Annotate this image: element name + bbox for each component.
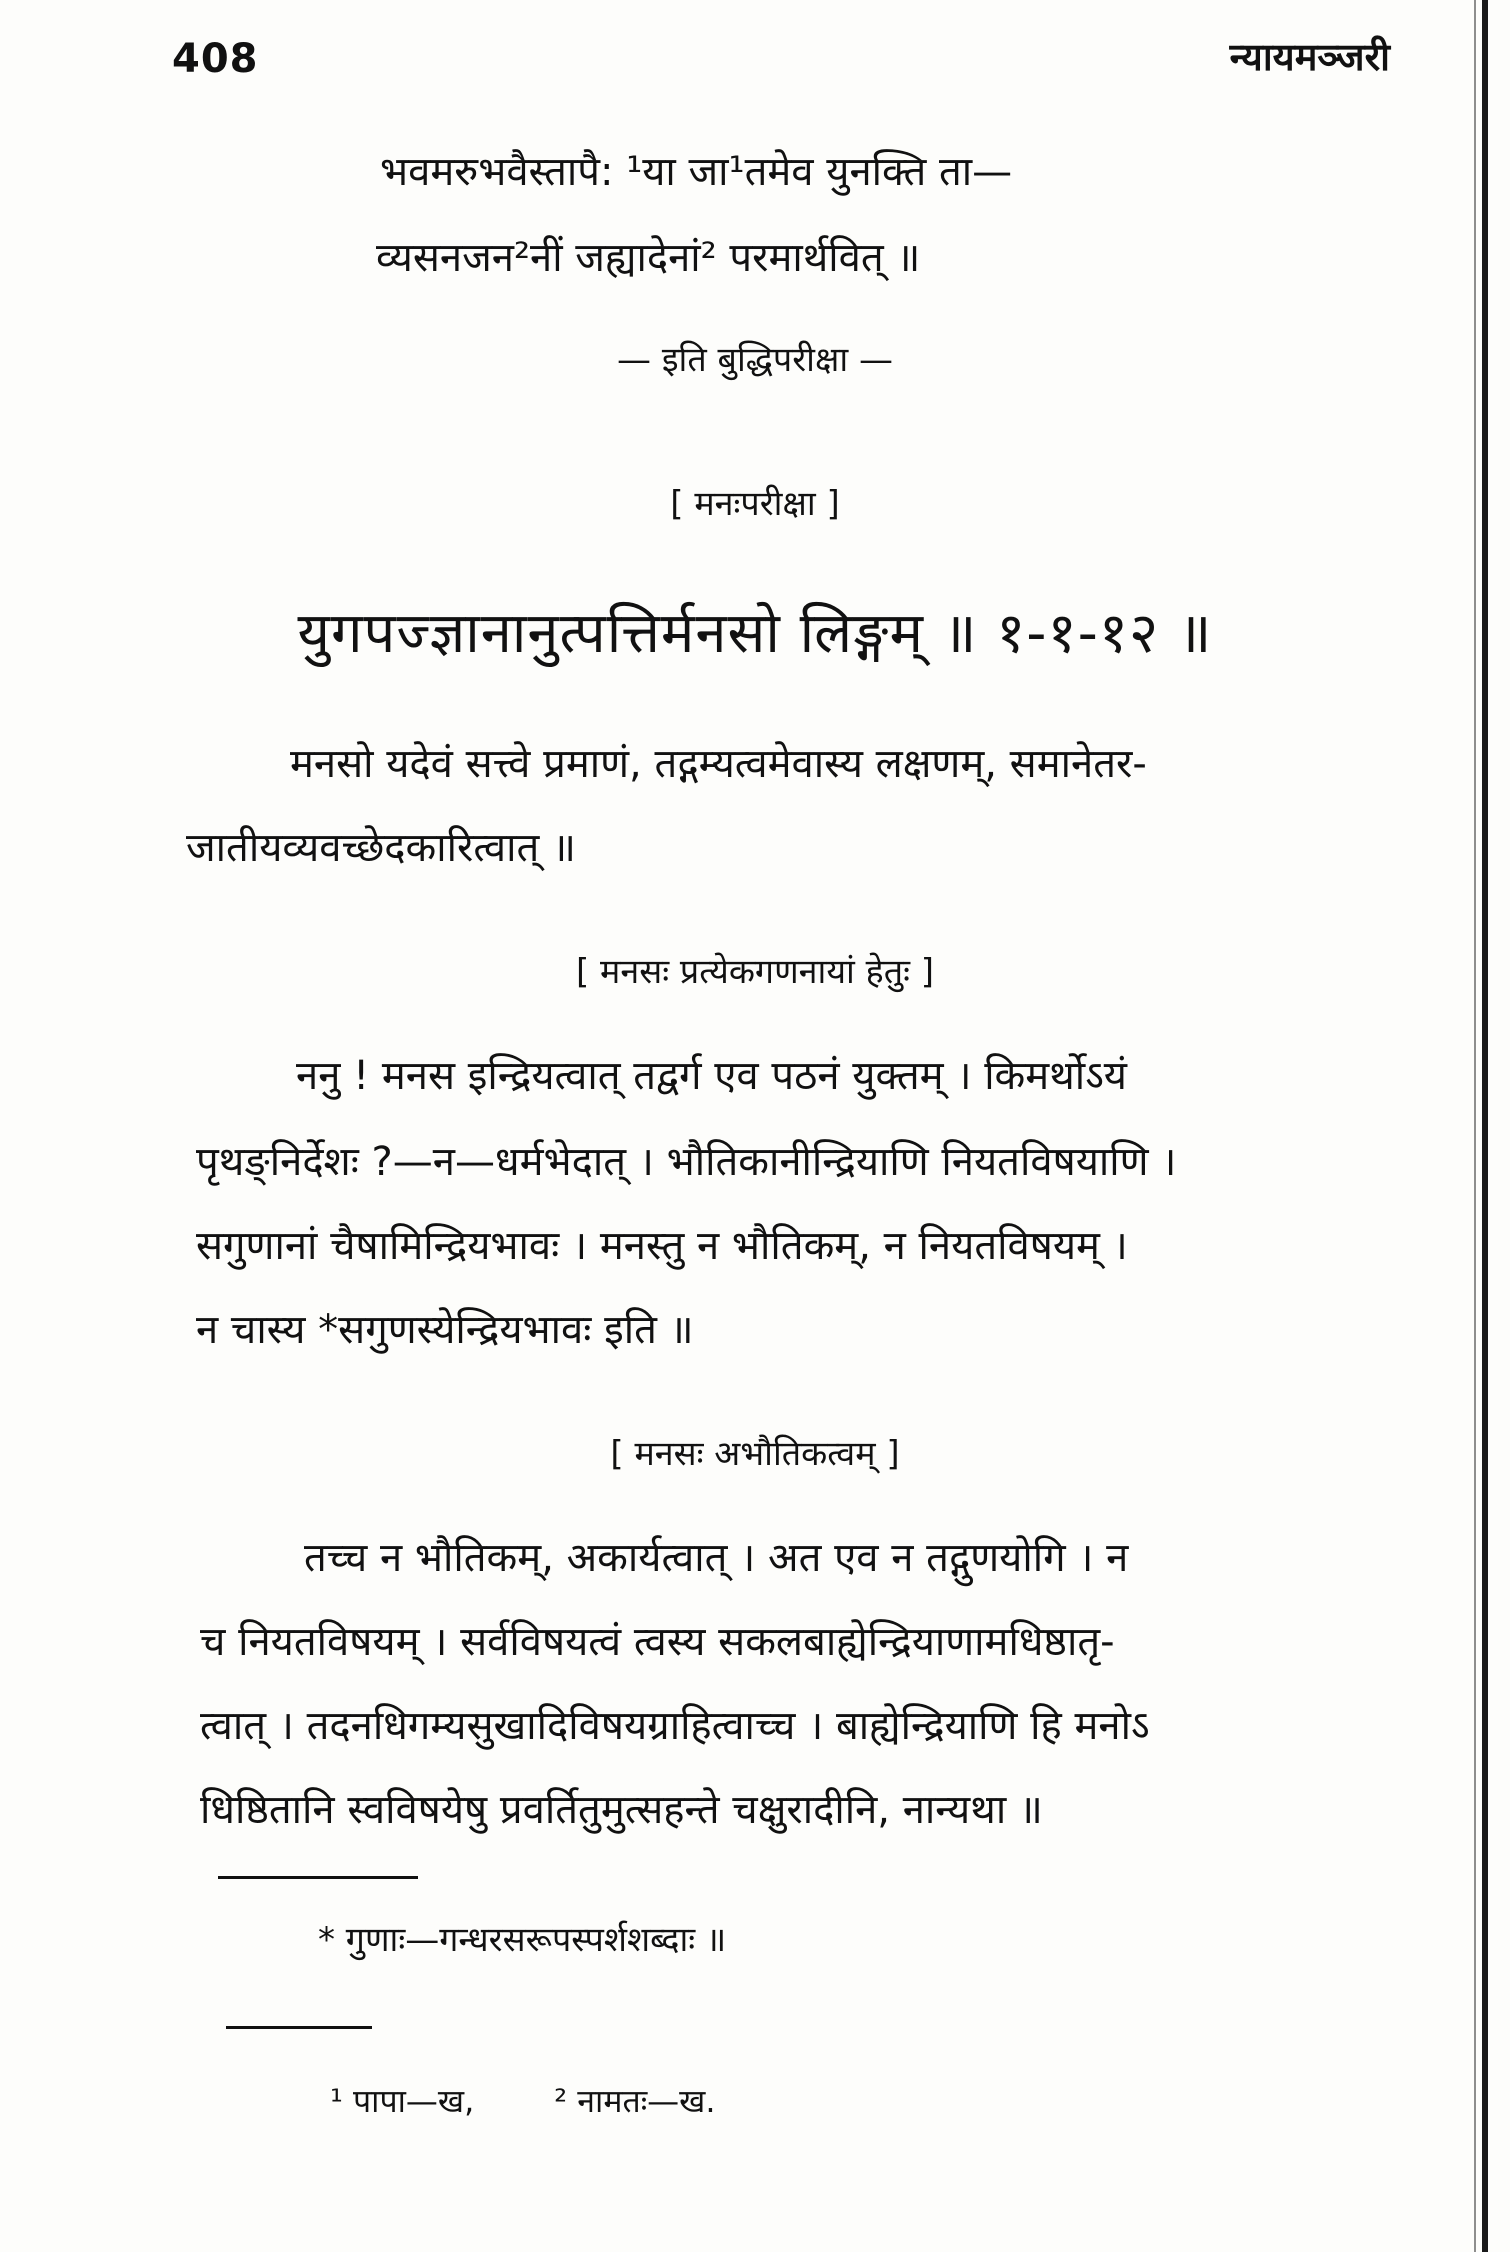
para3-line-2: च नियतविषयम् । सर्वविषयत्वं त्वस्य सकलबाह्येन्द्रियाणामधिष्ठातृ- (200, 1619, 1115, 1665)
footnote-ref-2: ² नामतः—ख. (554, 2082, 716, 2120)
verse-line-1: भवमरुभवैस्तापै: ¹या जा¹तमेव युनक्ति ता— (380, 149, 1013, 195)
para2-line-2: पृथङ्निर्देशः ?—न—धर्मभेदात् । भौतिकानीन्द्रियाणि नियतविषयाणि । (196, 1139, 1177, 1185)
para2-line-3: सगुणानां चैषामिन्द्रियभावः । मनस्तु न भौतिकम्, न नियतविषयम् । (196, 1223, 1128, 1269)
footnote-references (330, 2082, 716, 2120)
footnote-rule (218, 1876, 418, 1879)
page-number: 408 (172, 36, 259, 82)
sutra-text: युगपज्ज्ञानानुत्पत्तिर्मनसो लिङ्गम् ॥ १-१-१२ ॥ (297, 601, 1213, 666)
para1-line-1: मनसो यदेवं सत्त्वे प्रमाणं, तद्गम्यत्वमेवास्य लक्षणम्, समानेतर- (290, 741, 1147, 787)
page-edge-shadow (1482, 0, 1488, 2252)
para3-line-3: त्वात् । तदनधिगम्यसुखादिविषयग्राहित्वाच्च । बाह्येन्द्रियाणि हि मनोऽ (200, 1703, 1150, 1749)
footnote-star: * गुणाः—गन्धरसरूपस्पर्शशब्दाः ॥ (318, 1920, 727, 1960)
para1-line-2: जातीयव्यवच्छेदकारित्वात् ॥ (186, 825, 576, 871)
section-heading-hetu: [ मनसः प्रत्येकगणनायां हेतुः ] (575, 952, 935, 992)
para3-line-1: तच्च न भौतिकम्, अकार्यत्वात् । अत एव न तद्गुणयोगि । न (304, 1535, 1129, 1581)
para2-line-4: न चास्य *सगुणस्येन्द्रियभावः इति ॥ (196, 1307, 694, 1353)
para2-line-1: ननु ! मनस इन्द्रियत्वात् तद्वर्ग एव पठनं युक्तम् । किमर्थोऽयं (296, 1053, 1127, 1099)
section-heading-abhautik: [ मनसः अभौतिकत्वम् ] (610, 1434, 900, 1474)
running-title: न्यायमञ्जरी (1229, 35, 1390, 79)
section-heading-manas: [ मनःपरीक्षा ] (670, 484, 840, 524)
para3-line-4: धिष्ठितानि स्वविषयेषु प्रवर्तितुमुत्सहन्ते चक्षुरादीनि, नान्यथा ॥ (200, 1787, 1043, 1833)
footnote-ref-1: ¹ पापा—ख, (330, 2082, 475, 2120)
page-edge-line (1474, 0, 1476, 2252)
verse-line-2: व्यसनजन²नीं जह्यादेनां² परमार्थवित् ॥ (376, 235, 921, 281)
section-end-marker: — इति बुद्धिपरीक्षा — (617, 340, 893, 380)
footnote-rule-2 (226, 2026, 372, 2029)
